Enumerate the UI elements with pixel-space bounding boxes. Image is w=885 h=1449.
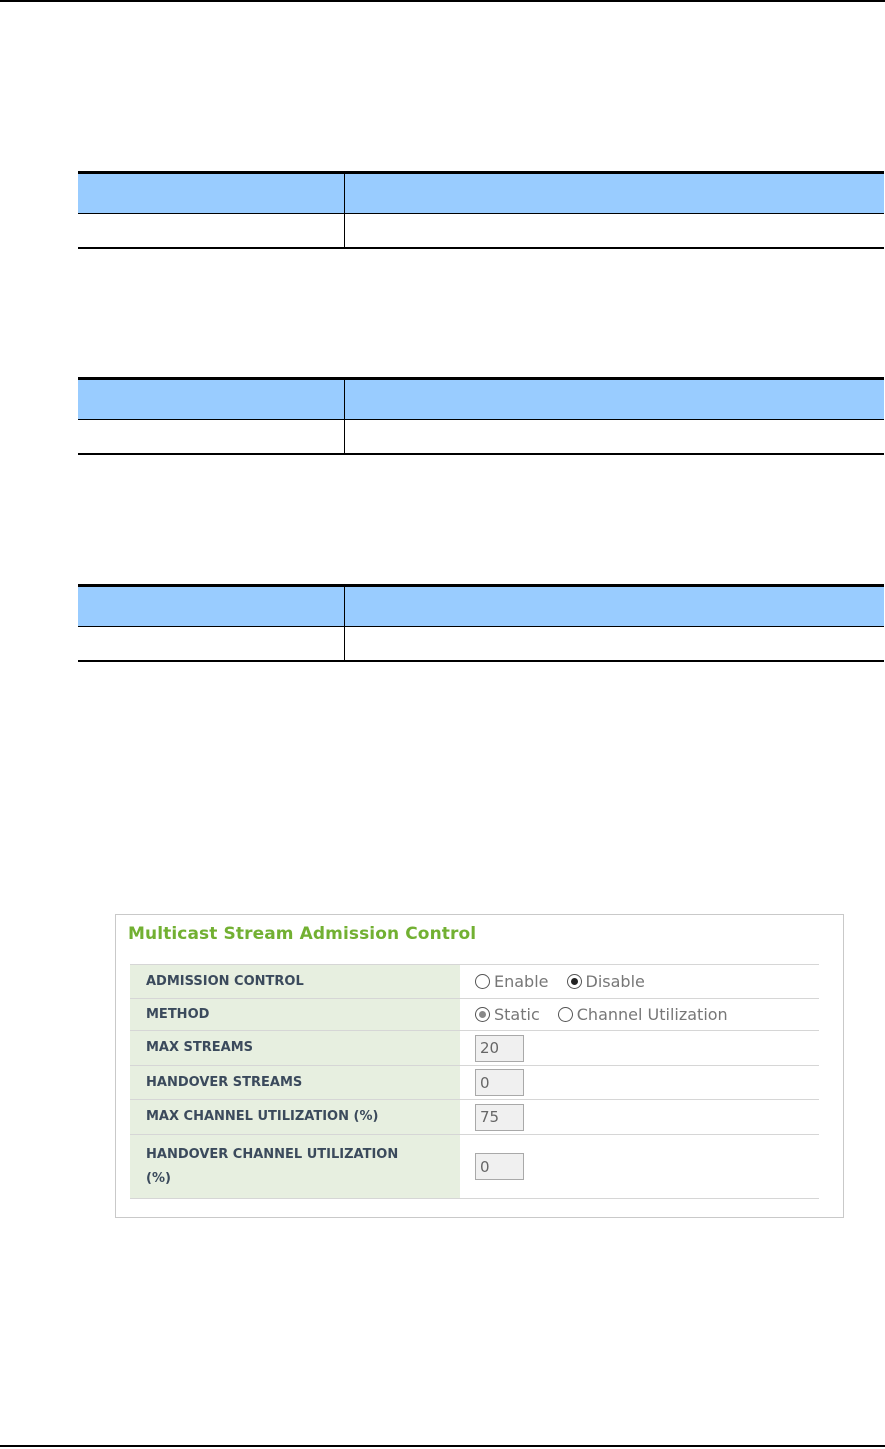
max-channel-utilization-label: MAX CHANNEL UTILIZATION (%) xyxy=(130,1100,460,1134)
admission-control-label: ADMISSION CONTROL xyxy=(130,965,460,998)
table-row xyxy=(78,214,884,249)
handover-streams-label: HANDOVER STREAMS xyxy=(130,1066,460,1099)
row-admission-control xyxy=(130,964,819,999)
page-top-rule xyxy=(0,0,885,2)
doc-table-1 xyxy=(78,171,884,249)
handover-streams-input[interactable]: 0 xyxy=(475,1069,524,1096)
table-cell xyxy=(344,627,884,662)
admission-control-form xyxy=(130,964,819,1199)
method-label: METHOD xyxy=(130,999,460,1030)
table-header-cell xyxy=(78,379,344,420)
table-row xyxy=(78,420,884,455)
admission-control-options xyxy=(460,965,819,998)
table-header-row xyxy=(78,586,884,627)
table-header-cell xyxy=(344,379,884,420)
handover-channel-utilization-label: HANDOVER CHANNEL UTILIZATION (%) xyxy=(130,1135,460,1198)
method-options xyxy=(460,999,819,1030)
max-streams-label: MAX STREAMS xyxy=(130,1031,460,1065)
radio-label: Static xyxy=(494,1005,540,1024)
row-handover-streams xyxy=(130,1066,819,1100)
radio-on-icon xyxy=(475,1007,490,1022)
table-cell xyxy=(344,214,884,249)
table-header-cell xyxy=(78,586,344,627)
radio-off-icon xyxy=(558,1007,573,1022)
radio-label: Enable xyxy=(494,972,549,991)
radio-label: Disable xyxy=(585,972,645,991)
table-header-cell xyxy=(344,586,884,627)
method-channel-utilization-radio[interactable] xyxy=(558,1005,728,1024)
page-bottom-rule xyxy=(0,1445,885,1447)
radio-label: Channel Utilization xyxy=(576,1005,728,1024)
table-cell xyxy=(78,627,344,662)
row-max-channel-utilization xyxy=(130,1100,819,1135)
doc-table-3 xyxy=(78,584,884,662)
max-channel-utilization-input[interactable]: 75 xyxy=(475,1104,524,1131)
panel-title: Multicast Stream Admission Control xyxy=(128,924,477,944)
table-row xyxy=(78,627,884,662)
row-max-streams xyxy=(130,1031,819,1066)
radio-on-icon xyxy=(567,974,582,989)
table-header-row xyxy=(78,379,884,420)
table-header-row xyxy=(78,173,884,214)
table-cell xyxy=(344,420,884,455)
admission-enable-radio[interactable] xyxy=(475,972,549,991)
max-streams-input[interactable]: 20 xyxy=(475,1035,524,1062)
radio-off-icon xyxy=(475,974,490,989)
handover-channel-utilization-input[interactable]: 0 xyxy=(475,1153,524,1180)
table-header-cell xyxy=(78,173,344,214)
handover-channel-utilization-value xyxy=(460,1135,819,1198)
table-header-cell xyxy=(344,173,884,214)
admission-control-screenshot xyxy=(115,914,844,1218)
method-static-radio[interactable] xyxy=(475,1005,540,1024)
row-method xyxy=(130,999,819,1031)
table-cell xyxy=(78,214,344,249)
row-handover-channel-utilization xyxy=(130,1135,819,1199)
admission-disable-radio[interactable] xyxy=(567,972,645,991)
handover-streams-value xyxy=(460,1066,819,1099)
doc-table-2 xyxy=(78,377,884,455)
table-cell xyxy=(78,420,344,455)
max-streams-value xyxy=(460,1031,819,1065)
max-channel-utilization-value xyxy=(460,1100,819,1134)
